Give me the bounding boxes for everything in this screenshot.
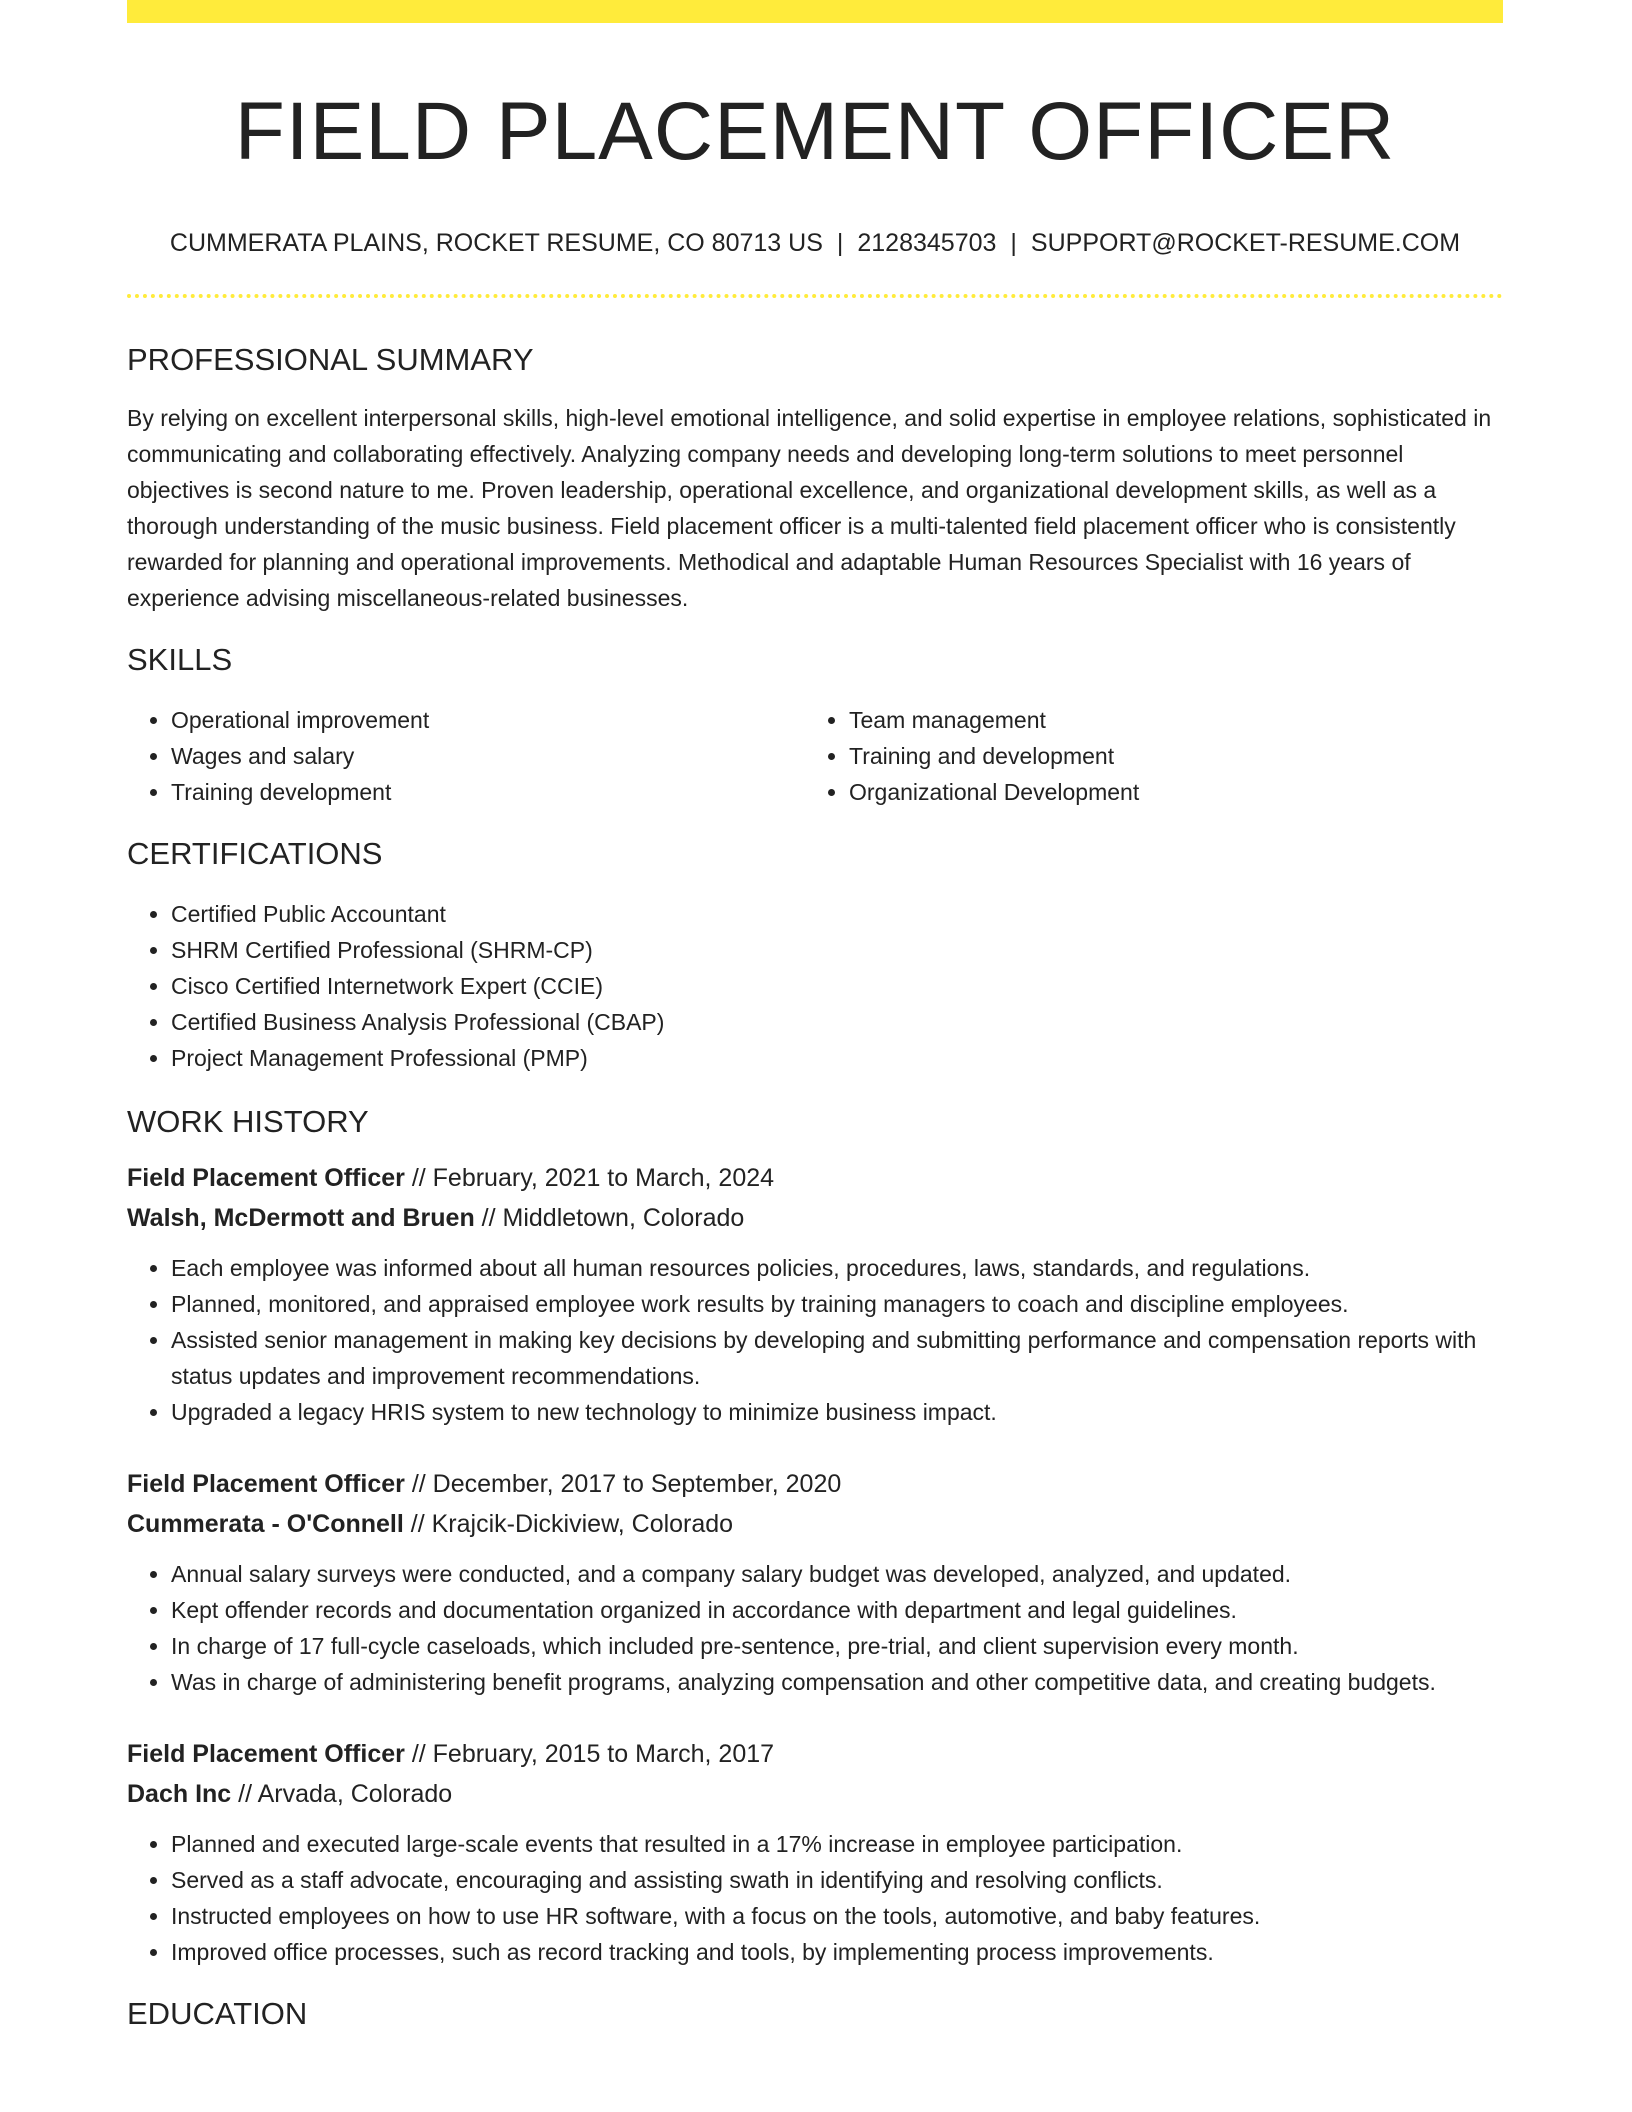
- skill-item: • Team management: [849, 702, 1483, 738]
- job-duty: • Was in charge of administering benefit programs, analyzing compensation and other competitive data, and creating budgets.: [171, 1664, 1503, 1700]
- skill-item: • Training development: [171, 774, 805, 810]
- job-dates: // February, 2015 to March, 2017: [404, 1740, 775, 1768]
- section-title-summary: PROFESSIONAL SUMMARY: [127, 342, 534, 377]
- job-role: Field Placement Officer: [127, 1164, 405, 1192]
- job-company-line: [127, 1198, 1503, 1238]
- skills-grid: [127, 702, 1503, 810]
- job-duty: • Assisted senior management in making key decisions by developing and submitting performance and compensation reports with status updates and improvement recommendations.: [171, 1322, 1503, 1394]
- page-title: FIELD PLACEMENT OFFICER: [234, 86, 1396, 177]
- contact-address: CUMMERATA PLAINS, ROCKET RESUME, CO 80713 US: [169, 229, 823, 257]
- certification-item: • Cisco Certified Internetwork Expert (CCIE): [171, 968, 1503, 1004]
- section-title-skills: SKILLS: [127, 642, 233, 677]
- job-location: // Middletown, Colorado: [474, 1204, 745, 1232]
- skill-item: • Operational improvement: [171, 702, 805, 738]
- job-role-line: [127, 1158, 1503, 1198]
- job-entry: [127, 1158, 1503, 1430]
- certification-item: • SHRM Certified Professional (SHRM-CP): [171, 932, 1503, 968]
- job-dates: // February, 2021 to March, 2024: [404, 1164, 775, 1192]
- skills-column-left: [127, 702, 805, 810]
- skills-column-right: [805, 702, 1483, 810]
- contact-separator: |: [836, 229, 844, 257]
- contact-email[interactable]: SUPPORT@ROCKET-RESUME.COM: [1030, 229, 1461, 257]
- job-entry: [127, 1464, 1503, 1700]
- job-duty: • Served as a staff advocate, encouraging and assisting swath in identifying and resolving conflicts.: [171, 1862, 1503, 1898]
- job-company: Cummerata - O'Connell: [127, 1510, 404, 1538]
- job-duty: • Instructed employees on how to use HR software, with a focus on the tools, automotive, and baby features.: [171, 1898, 1503, 1934]
- job-role-line: [127, 1734, 1503, 1774]
- skill-item: • Wages and salary: [171, 738, 805, 774]
- job-company-line: [127, 1774, 1503, 1814]
- job-location: // Krajcik-Dickiview, Colorado: [403, 1510, 734, 1538]
- job-entry: [127, 1734, 1503, 1970]
- section-title-certifications: CERTIFICATIONS: [127, 836, 383, 871]
- job-duty: • In charge of 17 full-cycle caseloads, which included pre-sentence, pre-trial, and client supervision every month.: [171, 1628, 1503, 1664]
- section-title-education: EDUCATION: [127, 1996, 308, 2031]
- contact-separator: |: [1010, 229, 1017, 257]
- dotted-divider: [127, 294, 1503, 298]
- job-role: Field Placement Officer: [127, 1740, 405, 1768]
- job-duty: • Each employee was informed about all human resources policies, procedures, laws, standards, and regulations.: [171, 1250, 1503, 1286]
- job-dates: // December, 2017 to September, 2020: [404, 1470, 842, 1498]
- skills-list-right: [805, 702, 1483, 810]
- job-duties-list: [127, 1556, 1503, 1700]
- job-company: Walsh, McDermott and Bruen: [127, 1204, 475, 1232]
- job-role-line: [127, 1464, 1503, 1504]
- skill-item: • Organizational Development: [849, 774, 1483, 810]
- accent-top-bar: [127, 0, 1503, 23]
- job-duty: • Planned, monitored, and appraised employee work results by training managers to coach and discipline employees.: [171, 1286, 1503, 1322]
- job-duty: • Upgraded a legacy HRIS system to new technology to minimize business impact.: [171, 1394, 1503, 1430]
- summary-text: By relying on excellent interpersonal skills, high-level emotional intelligence, and solid expertise in employee relations, sophisticated in communicating and collaborating effectively. Analyzing company needs and developing long-term solutions to meet personnel objectives is second nature to me. Proven leadership, operational excellence, and organizational development skills, as well as a thorough understanding of the music business. Field placement officer is a multi-talented field placement officer who is consistently rewarded for planning and operational improvements. Methodical and adaptable Human Resources Specialist with 16 years of experience advising miscellaneous-related businesses.: [127, 405, 1492, 611]
- certification-item: • Certified Business Analysis Professional (CBAP): [171, 1004, 1503, 1040]
- skills-list-left: [127, 702, 805, 810]
- certifications-list: [127, 896, 1503, 1076]
- job-location: // Arvada, Colorado: [231, 1780, 453, 1808]
- job-duty: • Planned and executed large-scale events that resulted in a 17% increase in employee participation.: [171, 1826, 1503, 1862]
- certification-item: • Project Management Professional (PMP): [171, 1040, 1503, 1076]
- skill-item: • Training and development: [849, 738, 1483, 774]
- job-role: Field Placement Officer: [127, 1470, 405, 1498]
- job-duty: • Kept offender records and documentation organized in accordance with department and legal guidelines.: [171, 1592, 1503, 1628]
- contact-phone[interactable]: 2128345703: [857, 229, 997, 257]
- job-company: Dach Inc: [127, 1780, 232, 1808]
- resume-page: [127, 0, 1503, 2034]
- job-duty: • Improved office processes, such as record tracking and tools, by implementing process improvements.: [171, 1934, 1503, 1970]
- job-duty: • Annual salary surveys were conducted, and a company salary budget was developed, analyzed, and updated.: [171, 1556, 1503, 1592]
- job-duties-list: [127, 1250, 1503, 1430]
- contact-line: [127, 227, 1503, 259]
- section-title-work-history: WORK HISTORY: [127, 1104, 369, 1139]
- job-company-line: [127, 1504, 1503, 1544]
- job-duties-list: [127, 1826, 1503, 1970]
- certification-item: • Certified Public Accountant: [171, 896, 1503, 932]
